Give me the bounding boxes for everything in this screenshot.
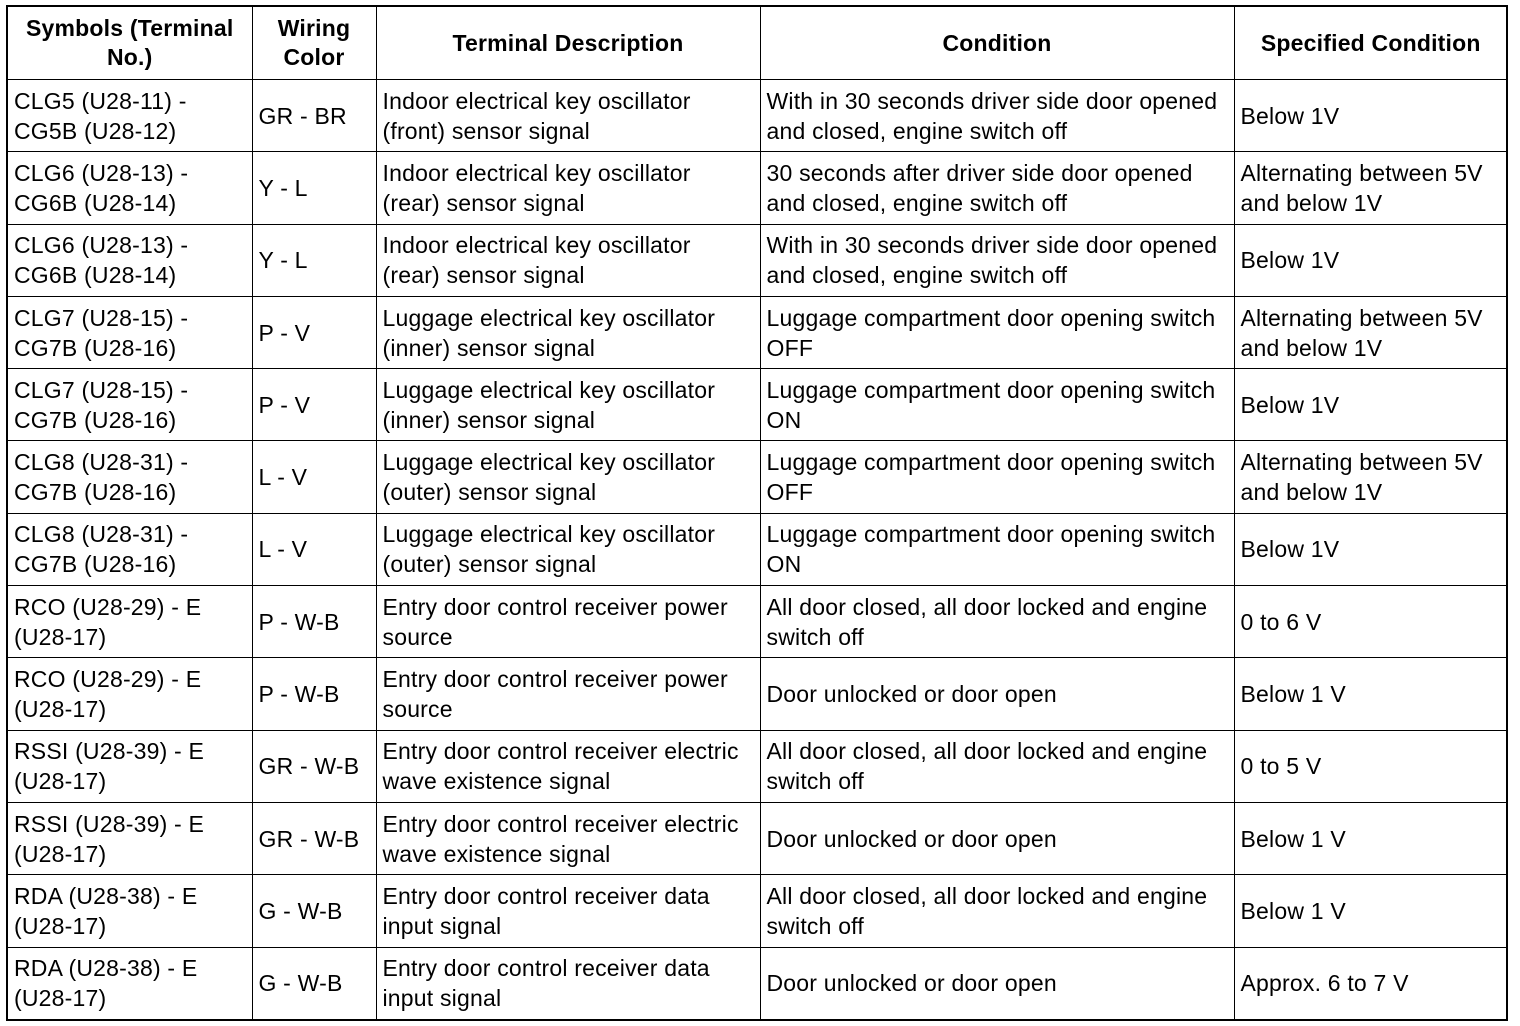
wiring-color-cell: P - V [252,369,376,441]
symbols-cell: CLG8 (U28-31) - CG7B (U28-16) [8,513,252,585]
table-row [8,80,1507,152]
table-row [8,152,1507,224]
header-terminal-description: Terminal Description [376,7,760,80]
terminal-description-cell: Entry door control receiver data input signal [376,875,760,947]
specified-condition-cell: Alternating between 5V and below 1V [1234,296,1507,368]
terminal-description-cell: Entry door control receiver data input signal [376,947,760,1019]
specified-condition-cell: 0 to 5 V [1234,730,1507,802]
table-row [8,947,1507,1019]
symbols-cell: CLG6 (U28-13) - CG6B (U28-14) [8,224,252,296]
specified-condition-cell: Below 1V [1234,369,1507,441]
symbols-cell: CLG7 (U28-15) - CG7B (U28-16) [8,296,252,368]
condition-cell: Door unlocked or door open [760,802,1234,874]
symbols-cell: RDA (U28-38) - E (U28-17) [8,947,252,1019]
table-row [8,586,1507,658]
wiring-color-cell: G - W-B [252,947,376,1019]
table-row [8,369,1507,441]
specified-condition-cell: Below 1 V [1234,658,1507,730]
condition-cell: Luggage compartment door opening switch ON [760,369,1234,441]
header-specified-condition: Specified Condition [1234,7,1507,80]
symbols-cell: RSSI (U28-39) - E (U28-17) [8,802,252,874]
symbols-cell: RCO (U28-29) - E (U28-17) [8,658,252,730]
wiring-color-cell: Y - L [252,224,376,296]
wiring-color-cell: P - W-B [252,658,376,730]
condition-cell: All door closed, all door locked and engine switch off [760,875,1234,947]
condition-cell: 30 seconds after driver side door opened and closed, engine switch off [760,152,1234,224]
header-symbols: Symbols (Terminal No.) [8,7,252,80]
table-body [8,80,1507,1020]
wiring-color-cell: GR - W-B [252,730,376,802]
terminal-description-cell: Luggage electrical key oscillator (outer) sensor signal [376,513,760,585]
condition-cell: All door closed, all door locked and engine switch off [760,586,1234,658]
table-row [8,513,1507,585]
symbols-cell: CLG6 (U28-13) - CG6B (U28-14) [8,152,252,224]
specified-condition-cell: Alternating between 5V and below 1V [1234,152,1507,224]
condition-cell: Door unlocked or door open [760,658,1234,730]
condition-cell: Luggage compartment door opening switch OFF [760,296,1234,368]
specified-condition-cell: Below 1V [1234,224,1507,296]
table-row [8,224,1507,296]
terminal-description-cell: Entry door control receiver power source [376,658,760,730]
wiring-color-cell: GR - W-B [252,802,376,874]
wiring-color-cell: P - W-B [252,586,376,658]
specified-condition-cell: Below 1V [1234,513,1507,585]
table-row [8,658,1507,730]
symbols-cell: RCO (U28-29) - E (U28-17) [8,586,252,658]
condition-cell: Luggage compartment door opening switch OFF [760,441,1234,513]
terminal-description-cell: Luggage electrical key oscillator (inner) sensor signal [376,296,760,368]
terminal-description-cell: Indoor electrical key oscillator (rear) sensor signal [376,224,760,296]
terminal-spec-table-frame [6,5,1508,1021]
symbols-cell: CLG7 (U28-15) - CG7B (U28-16) [8,369,252,441]
wiring-color-cell: L - V [252,513,376,585]
condition-cell: Luggage compartment door opening switch ON [760,513,1234,585]
symbols-cell: CLG8 (U28-31) - CG7B (U28-16) [8,441,252,513]
symbols-cell: RSSI (U28-39) - E (U28-17) [8,730,252,802]
header-condition: Condition [760,7,1234,80]
wiring-color-cell: GR - BR [252,80,376,152]
table-row [8,441,1507,513]
condition-cell: With in 30 seconds driver side door opened and closed, engine switch off [760,224,1234,296]
terminal-description-cell: Luggage electrical key oscillator (outer) sensor signal [376,441,760,513]
specified-condition-cell: Alternating between 5V and below 1V [1234,441,1507,513]
condition-cell: Door unlocked or door open [760,947,1234,1019]
symbols-cell: RDA (U28-38) - E (U28-17) [8,875,252,947]
wiring-color-cell: L - V [252,441,376,513]
specified-condition-cell: Below 1 V [1234,875,1507,947]
terminal-description-cell: Indoor electrical key oscillator (front) sensor signal [376,80,760,152]
wiring-color-cell: Y - L [252,152,376,224]
table-row [8,296,1507,368]
symbols-cell: CLG5 (U28-11) - CG5B (U28-12) [8,80,252,152]
wiring-color-cell: P - V [252,296,376,368]
terminal-description-cell: Indoor electrical key oscillator (rear) sensor signal [376,152,760,224]
terminal-spec-table [8,7,1507,1019]
table-row [8,875,1507,947]
terminal-description-cell: Entry door control receiver electric wave existence signal [376,730,760,802]
table-row [8,802,1507,874]
terminal-description-cell: Luggage electrical key oscillator (inner) sensor signal [376,369,760,441]
wiring-color-cell: G - W-B [252,875,376,947]
condition-cell: All door closed, all door locked and engine switch off [760,730,1234,802]
specified-condition-cell: 0 to 6 V [1234,586,1507,658]
specified-condition-cell: Approx. 6 to 7 V [1234,947,1507,1019]
condition-cell: With in 30 seconds driver side door opened and closed, engine switch off [760,80,1234,152]
specified-condition-cell: Below 1 V [1234,802,1507,874]
specified-condition-cell: Below 1V [1234,80,1507,152]
terminal-description-cell: Entry door control receiver electric wave existence signal [376,802,760,874]
terminal-description-cell: Entry door control receiver power source [376,586,760,658]
table-row [8,730,1507,802]
table-header-row [8,7,1507,80]
header-wiring-color: Wiring Color [252,7,376,80]
